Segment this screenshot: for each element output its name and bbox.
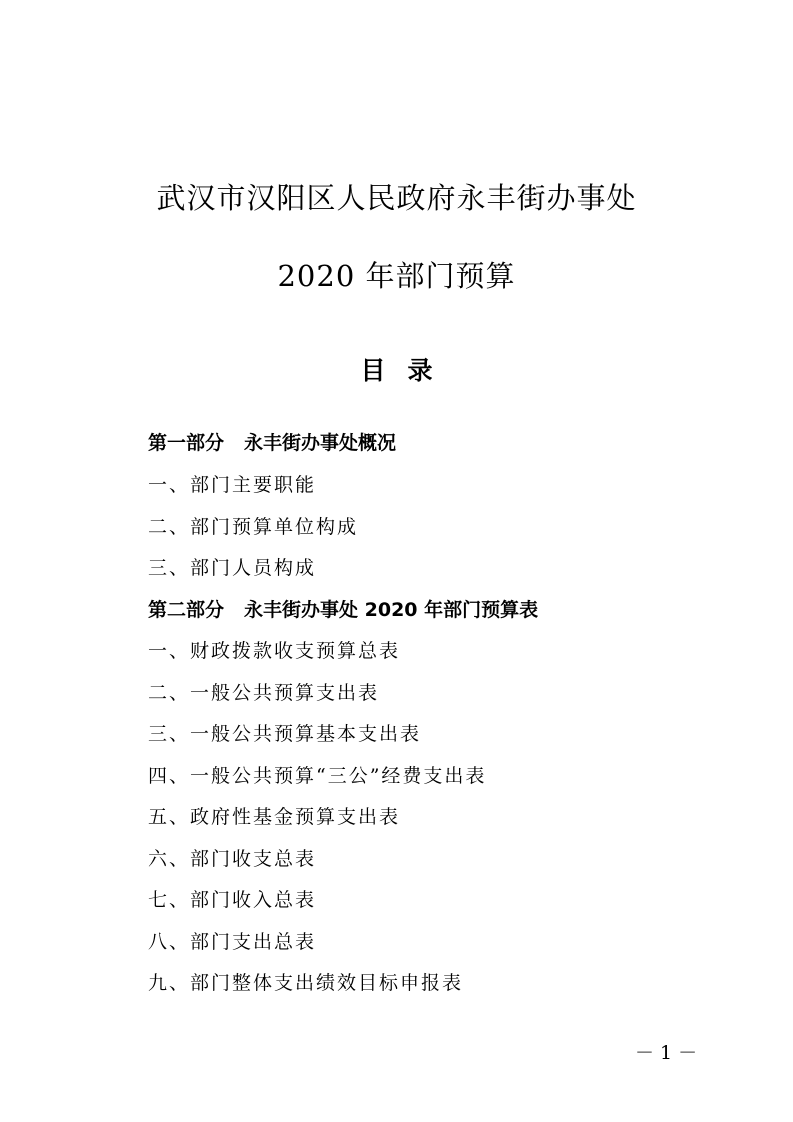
toc-part-1-label: 第一部分: [148, 432, 225, 454]
toc-item: 八、部门支出总表: [148, 931, 317, 953]
toc-part-2-title: 永丰街办事处 2020 年部门预算表: [244, 599, 539, 621]
toc-item: 三、部门人员构成: [148, 557, 317, 579]
toc-item: 二、部门预算单位构成: [148, 516, 359, 538]
toc-part-2: [148, 597, 538, 623]
document-title-line-2: 2020 年部门预算: [277, 259, 516, 293]
toc-item: 四、一般公共预算“三公”经费支出表: [148, 765, 487, 787]
toc-part-1: [148, 430, 396, 456]
toc-item: 二、一般公共预算支出表: [148, 682, 380, 704]
page-number: －1－: [635, 1042, 704, 1064]
toc-item: 六、部门收支总表: [148, 848, 317, 870]
toc-item: 九、部门整体支出绩效目标申报表: [148, 972, 464, 994]
toc-part-2-label: 第二部分: [148, 599, 225, 621]
document-title-line-1: 武汉市汉阳区人民政府永丰街办事处: [156, 181, 637, 215]
toc-item: 五、政府性基金预算支出表: [148, 806, 401, 828]
toc-item: 一、财政拨款收支预算总表: [148, 640, 401, 662]
toc-part-1-title: 永丰街办事处概况: [244, 432, 397, 454]
toc-heading: 目录: [360, 356, 455, 385]
toc-item: 一、部门主要职能: [148, 474, 317, 496]
toc-item: 七、部门收入总表: [148, 889, 317, 911]
toc-item: 三、一般公共预算基本支出表: [148, 723, 422, 745]
